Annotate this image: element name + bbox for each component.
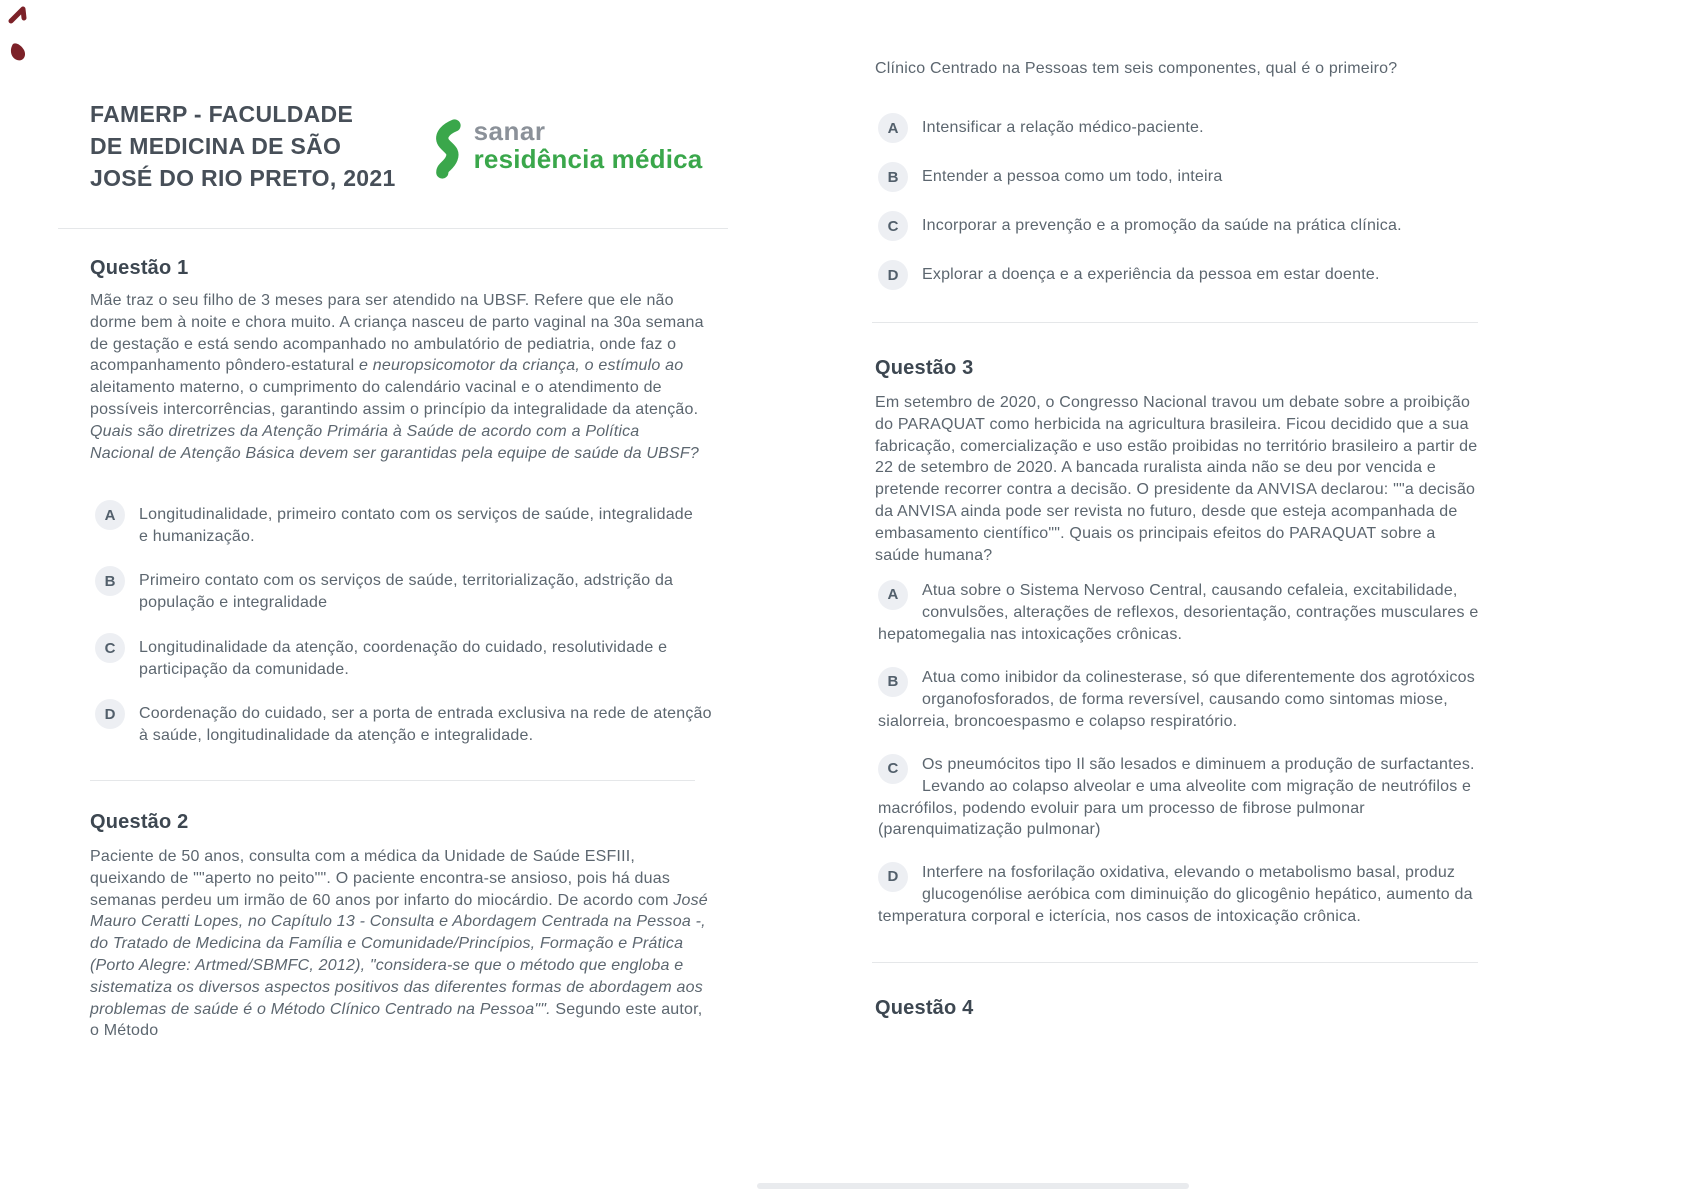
divider [872, 322, 1478, 323]
question-3-option-c[interactable] [878, 754, 1482, 841]
question-1-option-c[interactable] [95, 633, 705, 681]
option-letter-badge: A [95, 500, 125, 530]
question-2-body-continuation: Clínico Centrado na Pessoas tem seis componentes, qual é o primeiro? [875, 60, 1398, 77]
option-letter-badge: C [878, 211, 908, 241]
question-2-body: Paciente de 50 anos, consulta com a médica da Unidade de Saúde ESFIII, queixando de ""aperto no peito"". O paciente encontra-se ansioso, pois há duas semanas perdeu um irmão de 60 anos por infarto do miocárdio. De acordo com José Mauro Ceratti Lopes, no Capítulo 13 - Consulta e Abordagem Centrada na Pessoa -, do Tratado de Medicina da Família e Comunidade/Princípios, Formação e Prática (Porto Alegre: Artmed/SBMFC, 2012), "considera-se que o método que engloba e sistematiza os diversos aspectos positivos das diferentes formas de abordagem aos problemas de saúde é o Método Clínico Centrado na Pessoa"". Segundo este autor, o Método [90, 848, 708, 1040]
exam-title-line: JOSÉ DO RIO PRETO, 2021 [90, 165, 396, 191]
option-text: Os pneumócitos tipo Il são lesados e diminuem a produção de surfactantes. Levando ao colapso alveolar e uma alveolite com migração de neutrófilos e macrófilos, podendo evoluir para um processo de fibrose pulmonar (parenquimatização pulmonar) [878, 756, 1475, 839]
question-2-heading: Questão 2 [90, 811, 189, 833]
exam-title [90, 98, 396, 194]
sanar-logo-text [474, 118, 703, 175]
question-2-option-c[interactable] [878, 211, 1478, 241]
question-3-option-d[interactable] [878, 862, 1482, 927]
question-3-body: Em setembro de 2020, o Congresso Nacional travou um debate sobre a proibição do PARAQUAT como herbicida na agricultura brasileira. Ficou decidido que a sua fabricação, comercialização e uso estão proibidas no território brasileiro a partir de 22 de setembro de 2020. A bancada ruralista ainda não se deu por vencida e pretende recorrer contra a decisão. O presidente da ANVISA declarou: ""a decisão da ANVISA ainda pode ser revista no futuro, desde que esteja acompanhada de embasamento científico"". Quais os principais efeitos do PARAQUAT sobre a saúde humana? [875, 394, 1478, 564]
question-3-option-b[interactable] [878, 667, 1482, 732]
exam-header [90, 98, 740, 194]
option-letter-badge: A [878, 580, 908, 610]
question-3-heading: Questão 3 [875, 357, 974, 379]
exam-title-line: DE MEDICINA DE SÃO [90, 133, 342, 159]
question-4-heading: Questão 4 [875, 997, 974, 1019]
option-letter-badge: D [878, 862, 908, 892]
question-3-option-a[interactable] [878, 580, 1482, 645]
option-text: Intensificar a relação médico-paciente. [922, 119, 1204, 136]
question-1-option-d[interactable] [95, 699, 715, 747]
ink-marks [4, 4, 38, 66]
question-1-option-a[interactable] [95, 500, 705, 548]
sanar-leaf-icon [430, 118, 464, 180]
option-letter-badge: B [878, 667, 908, 697]
option-letter-badge: C [95, 633, 125, 663]
divider [90, 780, 695, 781]
option-text: Longitudinalidade, primeiro contato com os serviços de saúde, integralidade e humanização. [139, 506, 693, 545]
option-text: Primeiro contato com os serviços de saúde, territorialização, adstrição da população e integralidade [139, 572, 674, 611]
question-2-option-b[interactable] [878, 162, 1478, 192]
question-2-option-a[interactable] [878, 113, 1478, 143]
question-1-heading: Questão 1 [90, 257, 189, 279]
horizontal-scrollbar[interactable] [757, 1183, 1189, 1189]
option-text: Atua como inibidor da colinesterase, só que diferentemente dos agrotóxicos organofosforados, de forma reversível, causando como sintomas miose, sialorreia, broncoespasmo e colapso respiratório. [878, 669, 1475, 730]
option-text: Coordenação do cuidado, ser a porta de entrada exclusiva na rede de atenção à saúde, longitudinalidade da atenção e integralidade. [139, 705, 712, 744]
sanar-logo [430, 118, 703, 180]
option-text: Atua sobre o Sistema Nervoso Central, causando cefaleia, excitabilidade, convulsões, alterações de reflexos, desorientação, contrações musculares e hepatomegalia nas intoxicações crônicas. [878, 582, 1479, 643]
option-letter-badge: B [95, 566, 125, 596]
question-1-body: Mãe traz o seu filho de 3 meses para ser atendido na UBSF. Refere que ele não dorme bem à noite e chora muito. A criança nasceu de parto vaginal na 30a semana de gestação e está sendo acompanhado no ambulatório de pediatria, onde faz o acompanhamento pôndero-estatural e neuropsicomotor da criança, o estímulo ao aleitamento materno, o cumprimento do calendário vacinal e o atendimento de possíveis intercorrências, garantindo assim o princípio da integralidade da atenção. Quais são diretrizes da Atenção Primária à Saúde de acordo com a Política Nacional de Atenção Básica devem ser garantidas pela equipe de saúde da UBSF? [90, 292, 704, 462]
question-2-option-d[interactable] [878, 260, 1478, 290]
exam-title-line: FAMERP - FACULDADE [90, 101, 354, 127]
option-letter-badge: A [878, 113, 908, 143]
divider [872, 962, 1478, 963]
option-text: Incorporar a prevenção e a promoção da saúde na prática clínica. [922, 217, 1402, 234]
option-letter-badge: D [878, 260, 908, 290]
option-letter-badge: B [878, 162, 908, 192]
option-letter-badge: C [878, 754, 908, 784]
option-text: Explorar a doença e a experiência da pessoa em estar doente. [922, 266, 1380, 283]
divider [58, 228, 728, 229]
option-text: Longitudinalidade da atenção, coordenação do cuidado, resolutividade e participação da comunidade. [139, 639, 668, 678]
question-1-option-b[interactable] [95, 566, 705, 614]
option-text: Interfere na fosforilação oxidativa, elevando o metabolismo basal, produz glucogenólise aeróbica com diminuição do glicogênio hepático, aumento da temperatura corporal e icterícia, nos casos de intoxicação crônica. [878, 864, 1473, 925]
option-letter-badge: D [95, 699, 125, 729]
option-text: Entender a pessoa como um todo, inteira [922, 168, 1223, 185]
logo-product: residência médica [473, 144, 703, 174]
logo-brand: sanar [473, 116, 546, 146]
